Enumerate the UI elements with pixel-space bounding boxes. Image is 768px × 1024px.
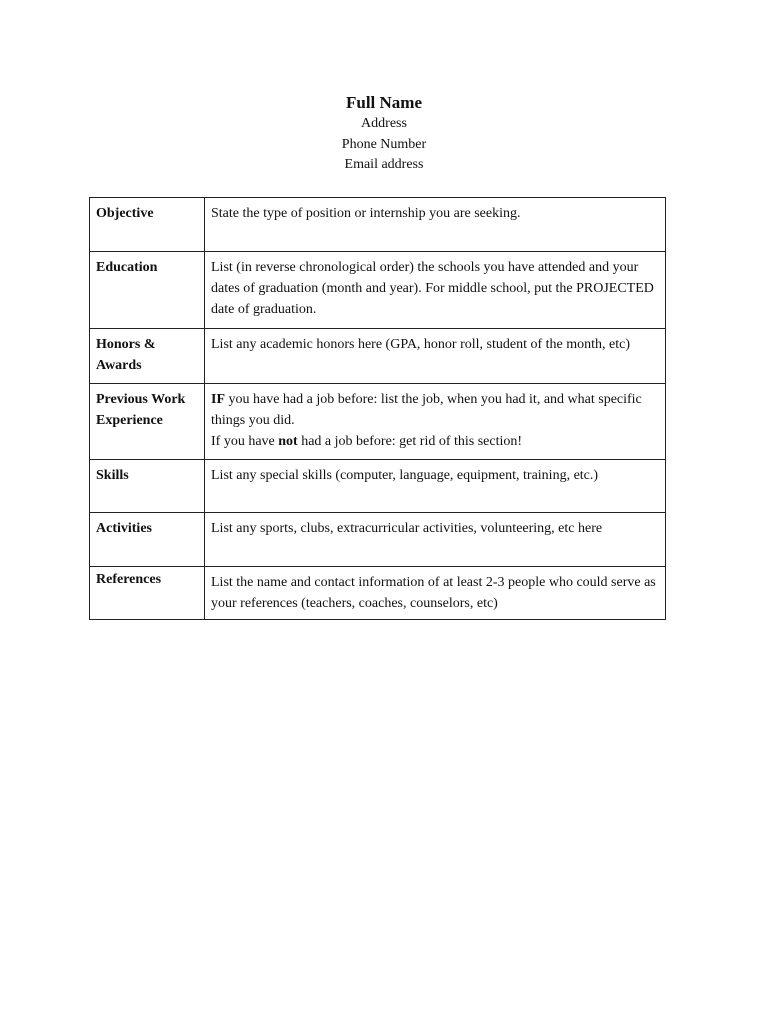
address-line: Address — [361, 116, 407, 131]
education-text: List (in reverse chronological order) the schools you have attended and your dates of graduation (month and year). For middle school, put the PROJECTED date of graduation. — [205, 252, 666, 329]
skills-label: Skills — [90, 460, 205, 513]
activities-text: List any sports, clubs, extracurricular activities, volunteering, etc here — [205, 513, 666, 567]
skills-row — [90, 460, 666, 513]
education-row — [90, 252, 666, 329]
objective-text: State the type of position or internship you are seeking. — [205, 198, 666, 252]
work-if-emphasis: IF — [211, 392, 225, 407]
references-row — [90, 567, 666, 620]
honors-label: Honors & Awards — [90, 329, 205, 384]
work-line2-pre: If you have — [211, 434, 279, 449]
resume-header — [0, 92, 768, 176]
skills-text: List any special skills (computer, language, equipment, training, etc.) — [205, 460, 666, 513]
activities-row — [90, 513, 666, 567]
phone-line: Phone Number — [341, 136, 427, 152]
work-experience-label: Previous Work Experience — [90, 384, 205, 460]
work-experience-row — [90, 384, 666, 460]
references-text: List the name and contact information of at least 2-3 people who could serve as your references (teachers, coaches, counselors, etc) — [205, 567, 666, 620]
references-label: References — [90, 567, 205, 620]
objective-row — [90, 198, 666, 252]
work-experience-text — [205, 384, 666, 460]
education-label: Education — [90, 252, 205, 329]
honors-row — [90, 329, 666, 384]
email-line: Email address — [344, 157, 424, 172]
activities-label: Activities — [90, 513, 205, 567]
full-name: Full Name — [345, 93, 423, 112]
honors-text: List any academic honors here (GPA, honor roll, student of the month, etc) — [205, 329, 666, 384]
work-not-emphasis: not — [278, 434, 298, 449]
objective-label: Objective — [90, 198, 205, 252]
resume-table — [89, 197, 666, 620]
work-line1-rest: you have had a job before: list the job, when you had it, and what specific things you did. — [211, 392, 642, 428]
work-line2-post: had a job before: get rid of this section! — [297, 434, 523, 449]
